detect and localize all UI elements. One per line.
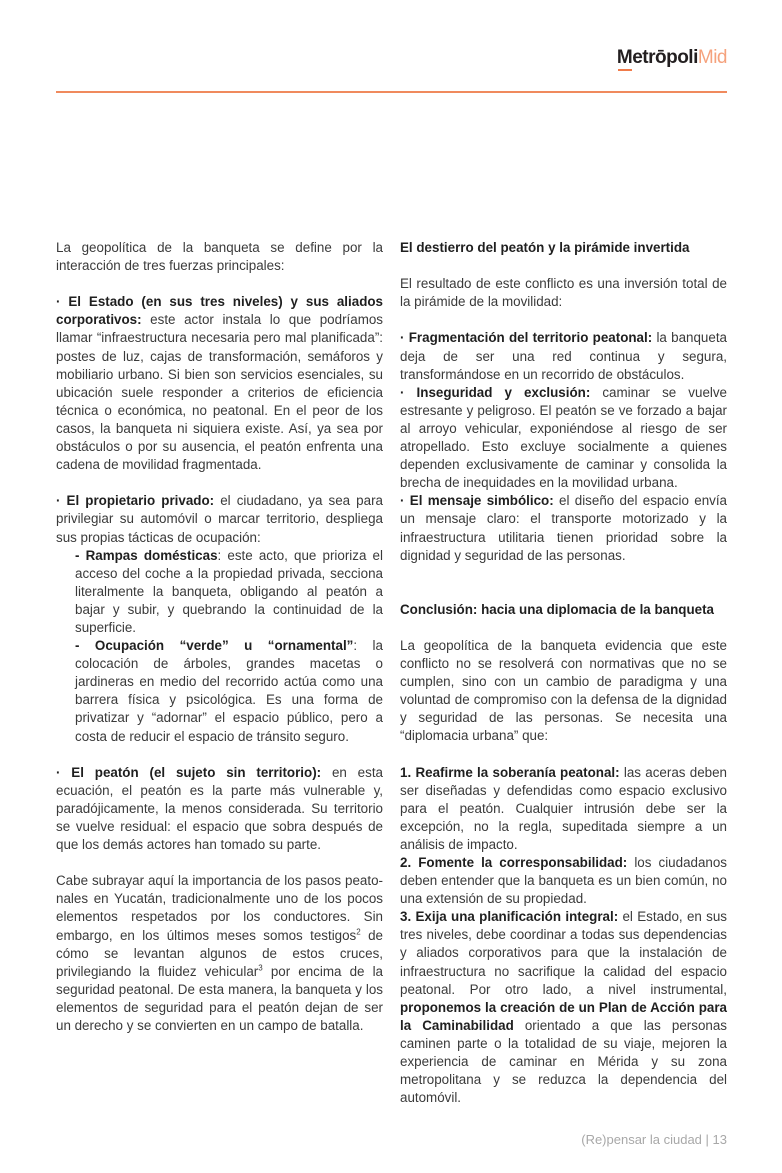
list-item-text: la banqueta deja de ser una red continua y segura, transformándose en un recorrido de obstáculos. (400, 330, 727, 382)
header-divider (56, 91, 727, 93)
subitem-text: : la colocación de árboles, grandes macetas o jardineras en medio del recorrido actúa como una barrera física y psicológica. Es una forma de privatizar y “adornar” el espacio público, pero a costa de reducir el espacio de tránsito seguro. (75, 638, 383, 744)
propietario-text: el ciudadano, ya sea para privilegiar su automóvil o marcar territorio, despliega sus propias tácticas de ocupación: (56, 493, 383, 545)
subitem-text: : este acto, que prioriza el acceso del coche a la propiedad privada, secciona literalmente la banqueta, obligando al peatón a bajar y subir, y quebrando la continuidad de la superficie. (75, 547, 383, 635)
subitem-rampas (56, 547, 383, 637)
page-header (0, 0, 782, 93)
metropolimid-logo (617, 48, 727, 67)
right-column (400, 239, 727, 1107)
cabe-paragraph (56, 872, 383, 1035)
list-item-planificacion (400, 908, 727, 1107)
list-item-text: el diseño del espacio envía un mensaje claro: el transporte motorizado y la infraestructura utilitaria tienen prioridad sobre la dignidad y seguridad de las personas. (400, 493, 728, 563)
peaton-text: en esta ecuación, el peatón es la parte más vulnerable y, paradójicamente, la menos considerada. Su territorio se vuelve residual: el espacio que sobra después de que los demás actores han tomado su parte. (56, 764, 383, 853)
left-column (56, 239, 383, 1035)
destierro-intro-text: El resultado de este conflicto es una inversión total de la pirámide de la movilidad: (400, 276, 727, 310)
list-item-text-end: orientado a que las personas caminen parte o la totalidad de su viaje, mejoren la experiencia de caminar en Mérida y su zona metropolitana y se reduzca la dependencia del automóvil. (400, 1017, 727, 1106)
section-spacer (400, 565, 727, 601)
cabe-text-3: por encima de la seguridad peatonal. De esta manera, la banqueta y los elementos de seguridad para el peatón dejan de ser un derecho y se convierten en un campo de batalla. (56, 963, 383, 1034)
footnote-ref-3[interactable]: 3 (258, 963, 263, 973)
list-item-text: caminar se vuelve estresante y peligroso. El peatón se ve forzado a bajar al arroyo vehicular, exponiéndose al riesgo de ser atropellado. Esto excluye socialmente a quienes dependen exclusivamente de caminar y consolida la brecha de inequidades en la movilidad urbana. (400, 384, 728, 491)
list-item-mensaje (400, 492, 727, 564)
list-item-label: · Inseguridad y exclusión: (400, 384, 591, 400)
footnote-ref-2[interactable]: 2 (356, 927, 361, 937)
cabe-text-1: Cabe subrayar aquí la importancia de los pasos peatonales en Yucatán, tradicionalmente uno de los pocos elementos respetados por los conductores. Sin embargo, en los últimos meses somos testigos (56, 873, 383, 943)
list-item-label: · Fragmentación del territorio peatonal: (400, 330, 653, 346)
list-item-label: 1. Reafirme la soberanía peatonal: (400, 764, 620, 780)
plan-accion-highlight: proponemos la creación de un Plan de Acción para la Caminabilidad (400, 999, 727, 1033)
subitem-label: - Rampas domésticas (75, 547, 218, 563)
propietario-paragraph (56, 492, 383, 546)
list-item-text: los ciudadanos deben entender que la banqueta es un bien común, no una extensión de su propiedad. (400, 855, 727, 907)
footer-section-name: (Re)pensar la ciudad (581, 1132, 702, 1148)
subitem-label: - Ocupación “verde” u “ornamental” (75, 638, 354, 654)
logo-text-light: Mid (697, 47, 727, 68)
propietario-label: · El propietario privado: (56, 493, 215, 509)
conclusion-intro (400, 637, 727, 746)
intro-text: La geopolítica de la banqueta se define por la interacción de tres fuerzas principales: (56, 240, 383, 274)
list-item-soberania (400, 764, 727, 854)
list-item-label: 2. Fomente la corresponsabilidad: (400, 855, 628, 870)
logo-text-bold: Metrōpoli (616, 47, 698, 68)
list-item-text: el Estado, en sus tres niveles, debe coordinar a todas sus dependencias y aliados corporativos para que la instalación de infraestructura no sacrifique la calidad del espacio peatonal. Por otro lado, a nivel instrumental, (400, 909, 727, 997)
list-item-corresponsabilidad (400, 854, 727, 908)
estado-label: · El Estado (en sus tres niveles) y sus aliados corporativos: (56, 294, 383, 328)
footer-separator: | (701, 1132, 713, 1148)
list-item-label: · El mensaje simbólico: (400, 493, 554, 509)
list-item-text: las aceras deben ser diseñadas y defendidas como espacio exclusivo para el peatón. Cualquier intrusión debe ser la excepción, no la regla, supeditada siempre a un análisis de impacto. (400, 764, 727, 852)
intro-paragraph (56, 239, 383, 275)
conclusion-intro-text: La geopolítica de la banqueta evidencia que este conflicto no se resolverá con normativas que no se cumplen, sino con un cambio de paradigma y una voluntad de compromiso con la defensa de la dignidad y seguridad de las personas. Se necesita una “diplomacia urbana” que: (400, 637, 727, 744)
estado-paragraph (56, 293, 383, 474)
page-footer (0, 1131, 727, 1149)
list-item-fragmentacion (400, 329, 727, 383)
cabe-text-2: de cómo se levantan algunos de estos cruces, privilegiando la fluidez vehicular (56, 927, 383, 979)
section-heading-destierro: El destierro del peatón y la pirámide invertida (400, 240, 690, 255)
subitem-ocupacion (56, 637, 383, 746)
page-number: 13 (712, 1132, 727, 1148)
destierro-intro (400, 275, 727, 311)
section-heading-conclusion: Conclusión: hacia una diplomacia de la banqueta (400, 601, 714, 617)
list-item-label: 3. Exija una planificación integral: (400, 909, 619, 925)
peaton-paragraph (56, 764, 383, 854)
estado-text: este actor instala lo que podríamos llamar “infraestructura necesaria pero mal planificada”: postes de luz, cajas de transformación, semáforos y mobiliario urbano. Si bien son servicios esenciales, su ubicación suele responder a criterios de eficiencia técnica o económica, no peatonal. En el peor de los casos, la banqueta ni siquiera existe. Así, ya sea por obstáculos o por su ausencia, el peatón enfrenta una cadena de movilidad fragmentada. (56, 312, 383, 473)
list-item-inseguridad (400, 384, 727, 493)
peaton-label: · El peatón (el sujeto sin territorio): (56, 764, 322, 780)
article-body (56, 239, 727, 1107)
